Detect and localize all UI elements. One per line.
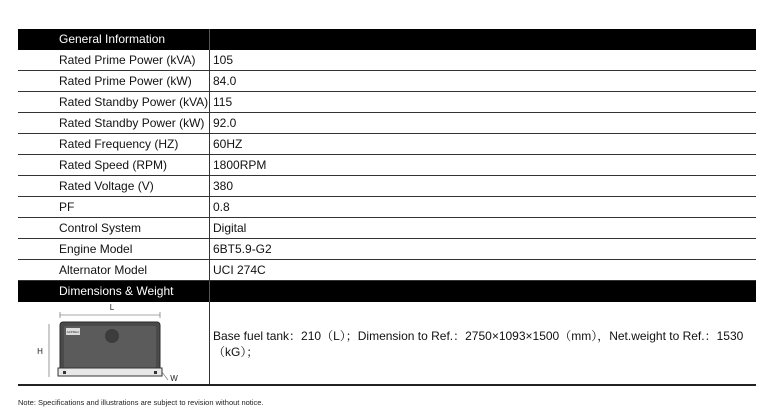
spec-row — [18, 50, 756, 71]
height-label: H — [37, 347, 43, 356]
spec-label: Rated Standby Power (kW) — [18, 113, 210, 133]
general-information-header — [18, 29, 756, 50]
spec-value: 105 — [213, 53, 234, 67]
spec-label: Rated Prime Power (kVA) — [18, 50, 210, 70]
spec-row — [18, 92, 756, 113]
generator-diagram — [18, 302, 210, 384]
spec-value: 92.0 — [213, 116, 237, 130]
spec-row — [18, 239, 756, 260]
spec-value: 115 — [213, 95, 233, 109]
svg-text:ARPMEC: ARPMEC — [66, 330, 80, 334]
spec-label: Alternator Model — [18, 260, 210, 280]
spec-label: Rated Frequency (HZ) — [18, 134, 210, 154]
dimensions-row — [18, 302, 756, 386]
section-title: Dimensions & Weight — [18, 281, 210, 302]
spec-row — [18, 155, 756, 176]
spec-value: 1800RPM — [213, 158, 267, 172]
spec-row — [18, 197, 756, 218]
spec-value: 6BT5.9-G2 — [213, 242, 272, 256]
spec-value: UCI 274C — [213, 263, 266, 277]
width-label: W — [170, 374, 178, 383]
spec-row — [18, 113, 756, 134]
spec-value: Digital — [213, 221, 247, 235]
dimensions-weight-header — [18, 281, 756, 302]
spec-label: Control System — [18, 218, 210, 238]
spec-row — [18, 134, 756, 155]
spec-value: 60HZ — [213, 137, 243, 151]
spec-label: Rated Voltage (V) — [18, 176, 210, 196]
spec-value: 0.8 — [213, 200, 230, 214]
generator-illustration — [18, 302, 209, 384]
dimensions-text: Base fuel tank：210（L）；Dimension to Ref.：2750×1093×1500（mm），Net.weight to Ref.：1530（kG）； — [213, 329, 744, 359]
spec-value: 380 — [213, 179, 234, 193]
spec-table — [18, 29, 756, 386]
spec-label: Rated Standby Power (kVA) — [18, 92, 210, 112]
spec-label: PF — [18, 197, 210, 217]
generator-vent — [105, 329, 119, 343]
spec-row — [18, 71, 756, 92]
width-dimension-line — [162, 372, 168, 380]
length-label: L — [109, 303, 115, 312]
section-title: General Information — [18, 29, 210, 50]
revision-note: Note: Specifications and illustrations are subject to revision without notice. — [18, 398, 264, 407]
spec-row — [18, 218, 756, 239]
spec-value: 84.0 — [213, 74, 237, 88]
spec-label: Rated Speed (RPM) — [18, 155, 210, 175]
spec-row — [18, 260, 756, 281]
spec-label: Rated Prime Power (kW) — [18, 71, 210, 91]
base-frame — [58, 368, 162, 376]
spec-label: Engine Model — [18, 239, 210, 259]
spec-row — [18, 176, 756, 197]
